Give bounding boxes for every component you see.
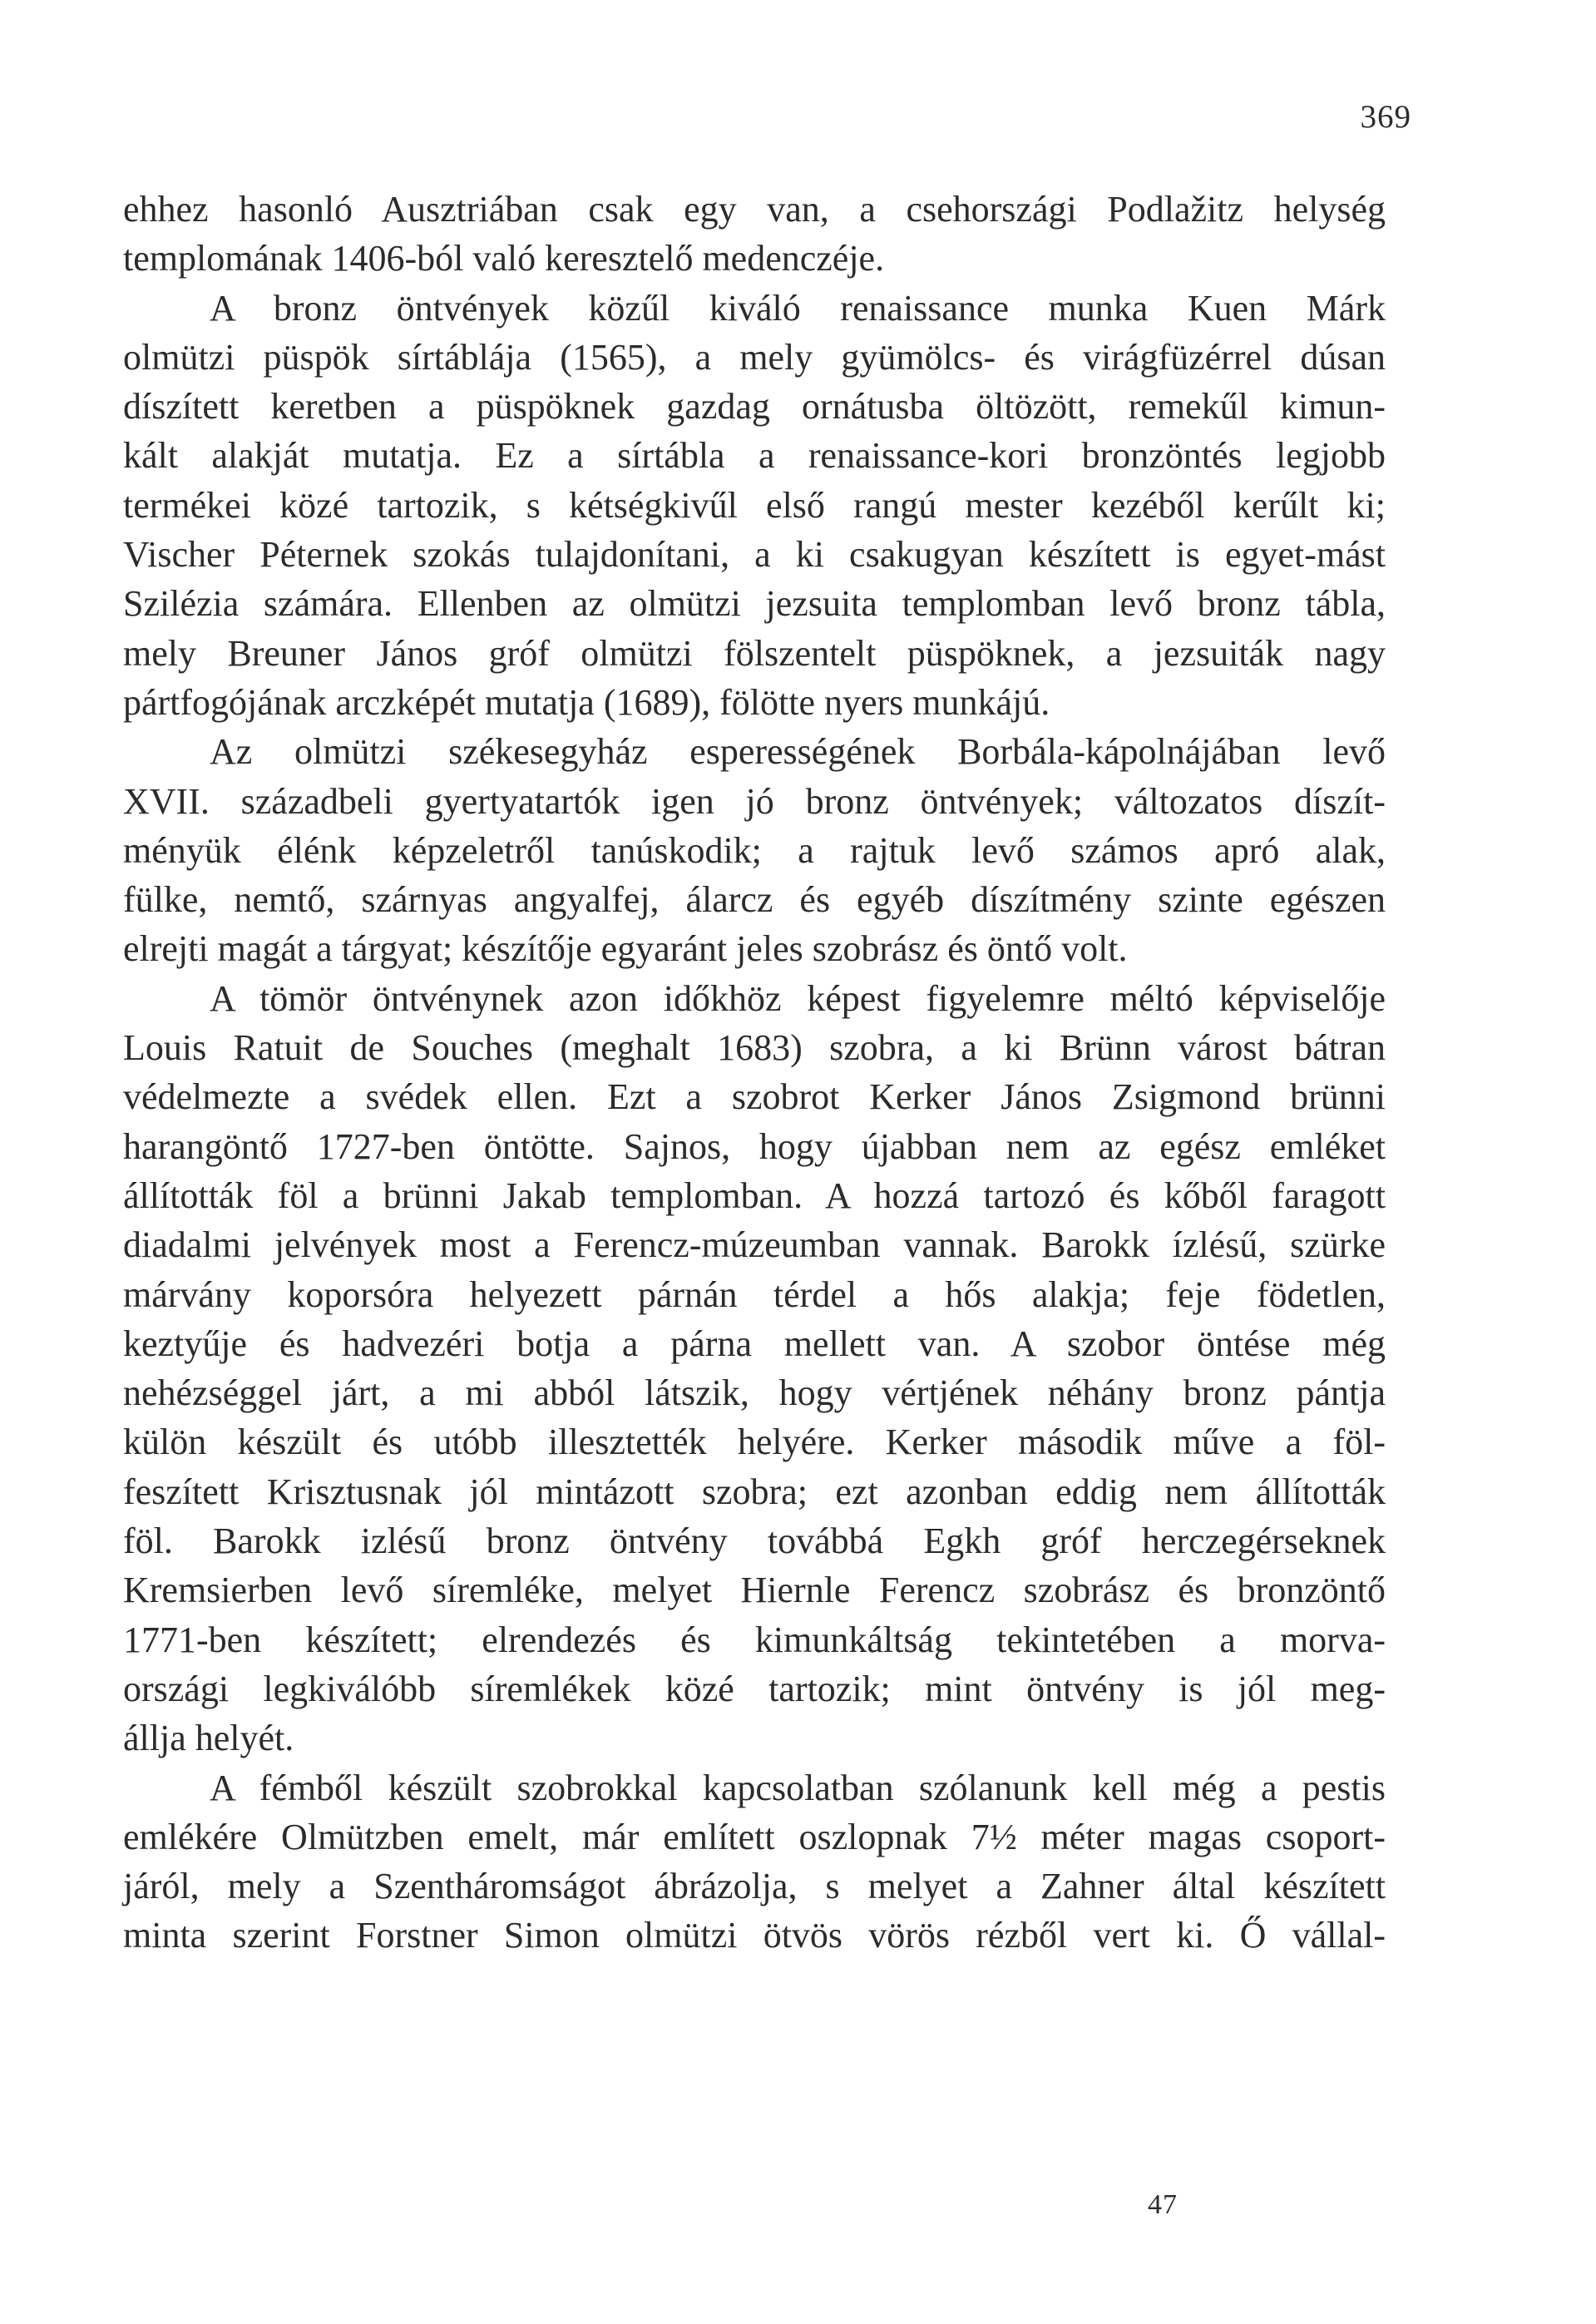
text-line: elrejti magát a tárgyat; készítője egyaránt jeles szobrász és öntő volt.	[123, 928, 1128, 970]
text-line: országi legkiválóbb síremlékek közé tartozik; mint öntvény is jól meg-	[123, 1668, 1386, 1709]
text-line: XVII. századbeli gyertyatartók igen jó bronz öntvények; változatos díszít-	[123, 780, 1386, 822]
text-line: feszített Krisztusnak jól mintázott szobra; ezt azonban eddig nem állították	[123, 1471, 1386, 1512]
text-line: védelmezte a svédek ellen. Ezt a szobrot Kerker János Zsigmond brünni	[123, 1076, 1386, 1118]
text-line: harangöntő 1727-ben öntötte. Sajnos, hogy újabban nem az egész emléket	[123, 1125, 1386, 1167]
text-line: állja helyét.	[123, 1718, 294, 1759]
text-line: minta szerint Forstner Simon olmützi ötvös vörös rézből vert ki. Ő vállal-	[123, 1915, 1386, 1956]
text-line: pártfogójának arczképét mutatja (1689), fölötte nyers munkájú.	[123, 681, 1050, 723]
text-line: Louis Ratuit de Souches (meghalt 1683) szobra, a ki Brünn várost bátran	[123, 1027, 1386, 1069]
text-line: nehézséggel járt, a mi abból látszik, hogy vértjének néhány bronz pántja	[123, 1372, 1386, 1414]
text-line: Vischer Péternek szokás tulajdonítani, a ki csakugyan készített is egyet-mást	[123, 534, 1386, 576]
text-line: A tömör öntvénynek azon időkhöz képest figyelemre méltó képviselője	[210, 977, 1386, 1019]
text-line: föl. Barokk izlésű bronz öntvény továbbá Egkh gróf herczegérseknek	[123, 1520, 1386, 1562]
text-line: márvány koporsóra helyezett párnán térdel a hős alakja; feje födetlen,	[123, 1273, 1386, 1315]
text-line: fülke, nemtő, szárnyas angyalfej, álarcz és egyéb díszítmény szinte egészen	[123, 879, 1386, 921]
text-line: ményük élénk képzeletről tanúskodik; a rajtuk levő számos apró alak,	[123, 829, 1386, 871]
text-line: Kremsierben levő síremléke, melyet Hiernle Ferencz szobrász és bronzöntő	[123, 1570, 1386, 1611]
text-line: olmützi püspök sírtáblája (1565), a mely gyümölcs- és virágfüzérrel dúsan	[123, 336, 1386, 378]
text-line: Az olmützi székesegyház esperességének Borbála-kápolnájában levő	[210, 731, 1386, 773]
text-line: termékei közé tartozik, s kétségkivűl első rangú mester kezéből kerűlt ki;	[123, 484, 1386, 526]
text-line: keztyűje és hadvezéri botja a párna mellett van. A szobor öntése még	[123, 1323, 1386, 1364]
text-line: ehhez hasonló Ausztriában csak egy van, a csehországi Podlažitz helység	[123, 189, 1386, 230]
text-line: diadalmi jelvények most a Ferencz-múzeumban vannak. Barokk ízlésű, szürke	[123, 1224, 1386, 1266]
signature-mark: 47	[1148, 2189, 1178, 2220]
text-line: Szilézia számára. Ellenben az olmützi jezsuita templomban levő bronz tábla,	[123, 583, 1386, 625]
text-line: emlékére Olmützben emelt, már említett oszlopnak 7½ méter magas csoport-	[123, 1816, 1386, 1857]
body-text	[123, 185, 1386, 1961]
text-line: templomának 1406-ból való keresztelő medenczéje.	[123, 238, 885, 279]
text-line: díszített keretben a püspöknek gazdag ornátusba öltözött, remekűl kimun-	[123, 386, 1386, 428]
text-line: A fémből készült szobrokkal kapcsolatban szólanunk kell még a pestis	[210, 1767, 1386, 1808]
text-line: külön készült és utóbb illesztették helyére. Kerker második műve a föl-	[123, 1422, 1386, 1463]
text-line: 1771-ben készített; elrendezés és kimunkáltság tekintetében a morva-	[123, 1619, 1386, 1660]
text-line: A bronz öntvények közűl kiváló renaissance munka Kuen Márk	[210, 287, 1386, 329]
text-line: mely Breuner János gróf olmützi fölszentelt püspöknek, a jezsuiták nagy	[123, 632, 1386, 674]
text-line: járól, mely a Szentháromságot ábrázolja, s melyet a Zahner által készített	[123, 1866, 1386, 1907]
text-line: állították föl a brünni Jakab templomban. A hozzá tartozó és kőből faragott	[123, 1174, 1386, 1216]
page-number: 369	[1360, 99, 1411, 135]
text-line: kált alakját mutatja. Ez a sírtábla a renaissance-kori bronzöntés legjobb	[123, 435, 1386, 477]
